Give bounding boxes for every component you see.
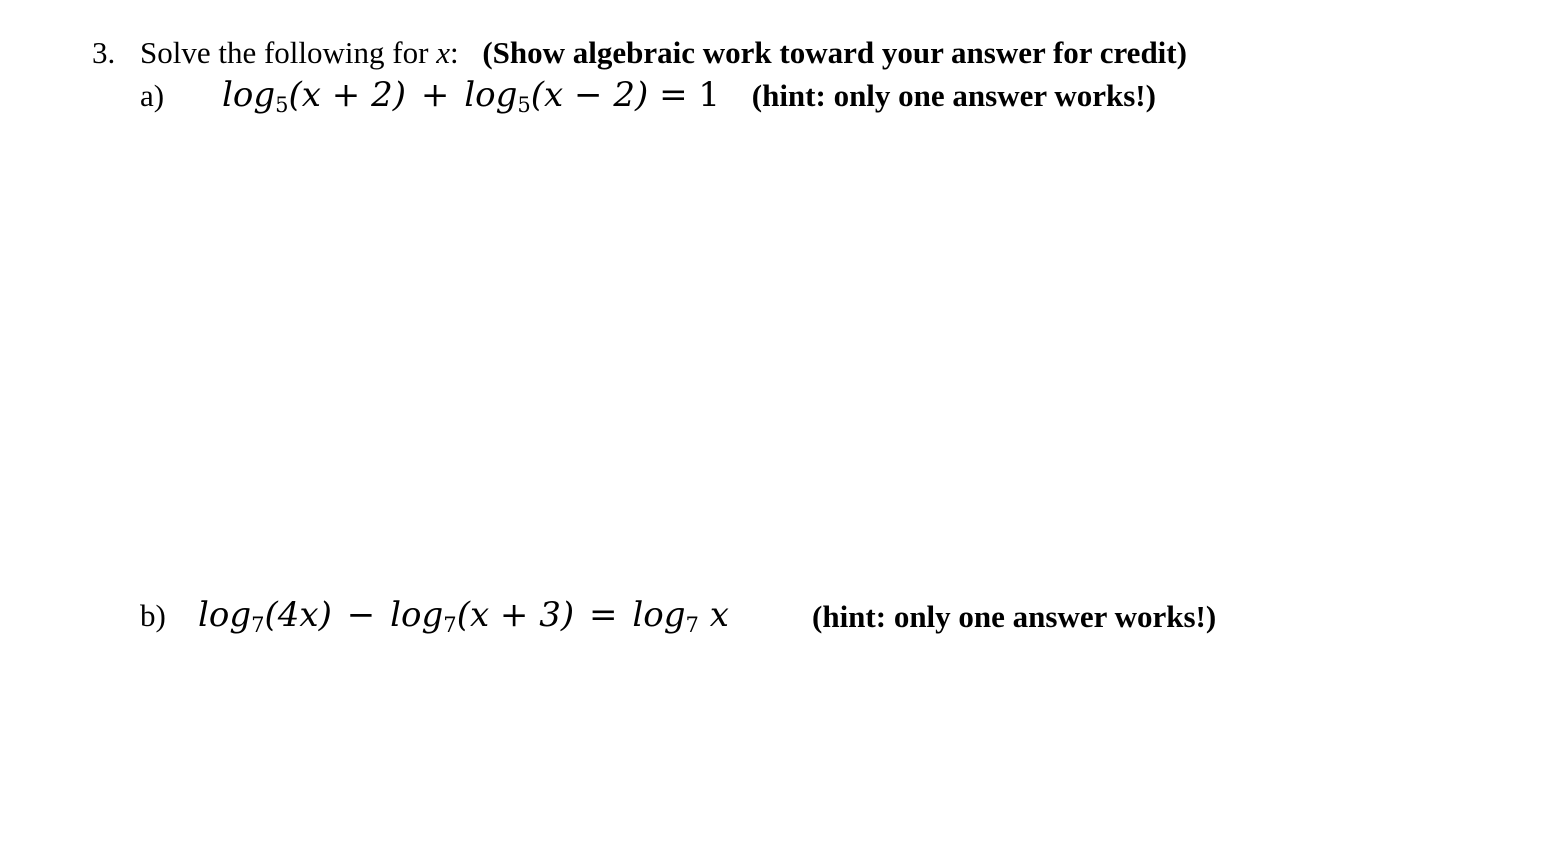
part-a-log2: log	[464, 75, 518, 115]
part-a-arg1: (x + 2)	[288, 75, 406, 115]
part-b-arg2: (x + 3)	[456, 595, 575, 635]
question-instruction: (Show algebraic work toward your answer for credit)	[482, 35, 1187, 70]
part-b	[140, 595, 729, 637]
part-b-hint: (hint: only one answer works!)	[812, 599, 1217, 634]
part-b-equation	[198, 595, 729, 635]
part-a-base2: 5	[517, 91, 531, 117]
part-a-base1: 5	[275, 91, 289, 117]
question-header	[92, 37, 1187, 68]
part-a-log1: log	[222, 75, 276, 115]
part-a-arg2: (x − 2)	[530, 75, 649, 115]
question-variable: x	[436, 35, 450, 70]
part-b-log3: log	[632, 595, 686, 635]
part-b-base3: 7	[685, 611, 699, 637]
part-b-base1: 7	[251, 611, 265, 637]
part-b-operator: −	[346, 595, 376, 635]
part-a-equation	[222, 75, 720, 115]
part-a-label: a)	[140, 78, 165, 113]
part-a-operator: +	[420, 75, 450, 115]
part-b-log2: log	[390, 595, 444, 635]
question-prompt: Solve the following for	[140, 35, 429, 70]
part-b-base2: 7	[443, 611, 457, 637]
part-b-label: b)	[140, 598, 166, 633]
part-b-arg1: (4x)	[264, 595, 332, 635]
part-a	[140, 75, 1156, 117]
part-b-equals: =	[589, 595, 618, 635]
question-colon: :	[449, 35, 459, 70]
part-b-arg3: x	[709, 595, 729, 635]
part-b-log1: log	[198, 595, 252, 635]
part-a-hint: (hint: only one answer works!)	[751, 78, 1156, 113]
part-a-rhs: = 1	[659, 75, 720, 115]
question-number: 3.	[92, 35, 116, 70]
